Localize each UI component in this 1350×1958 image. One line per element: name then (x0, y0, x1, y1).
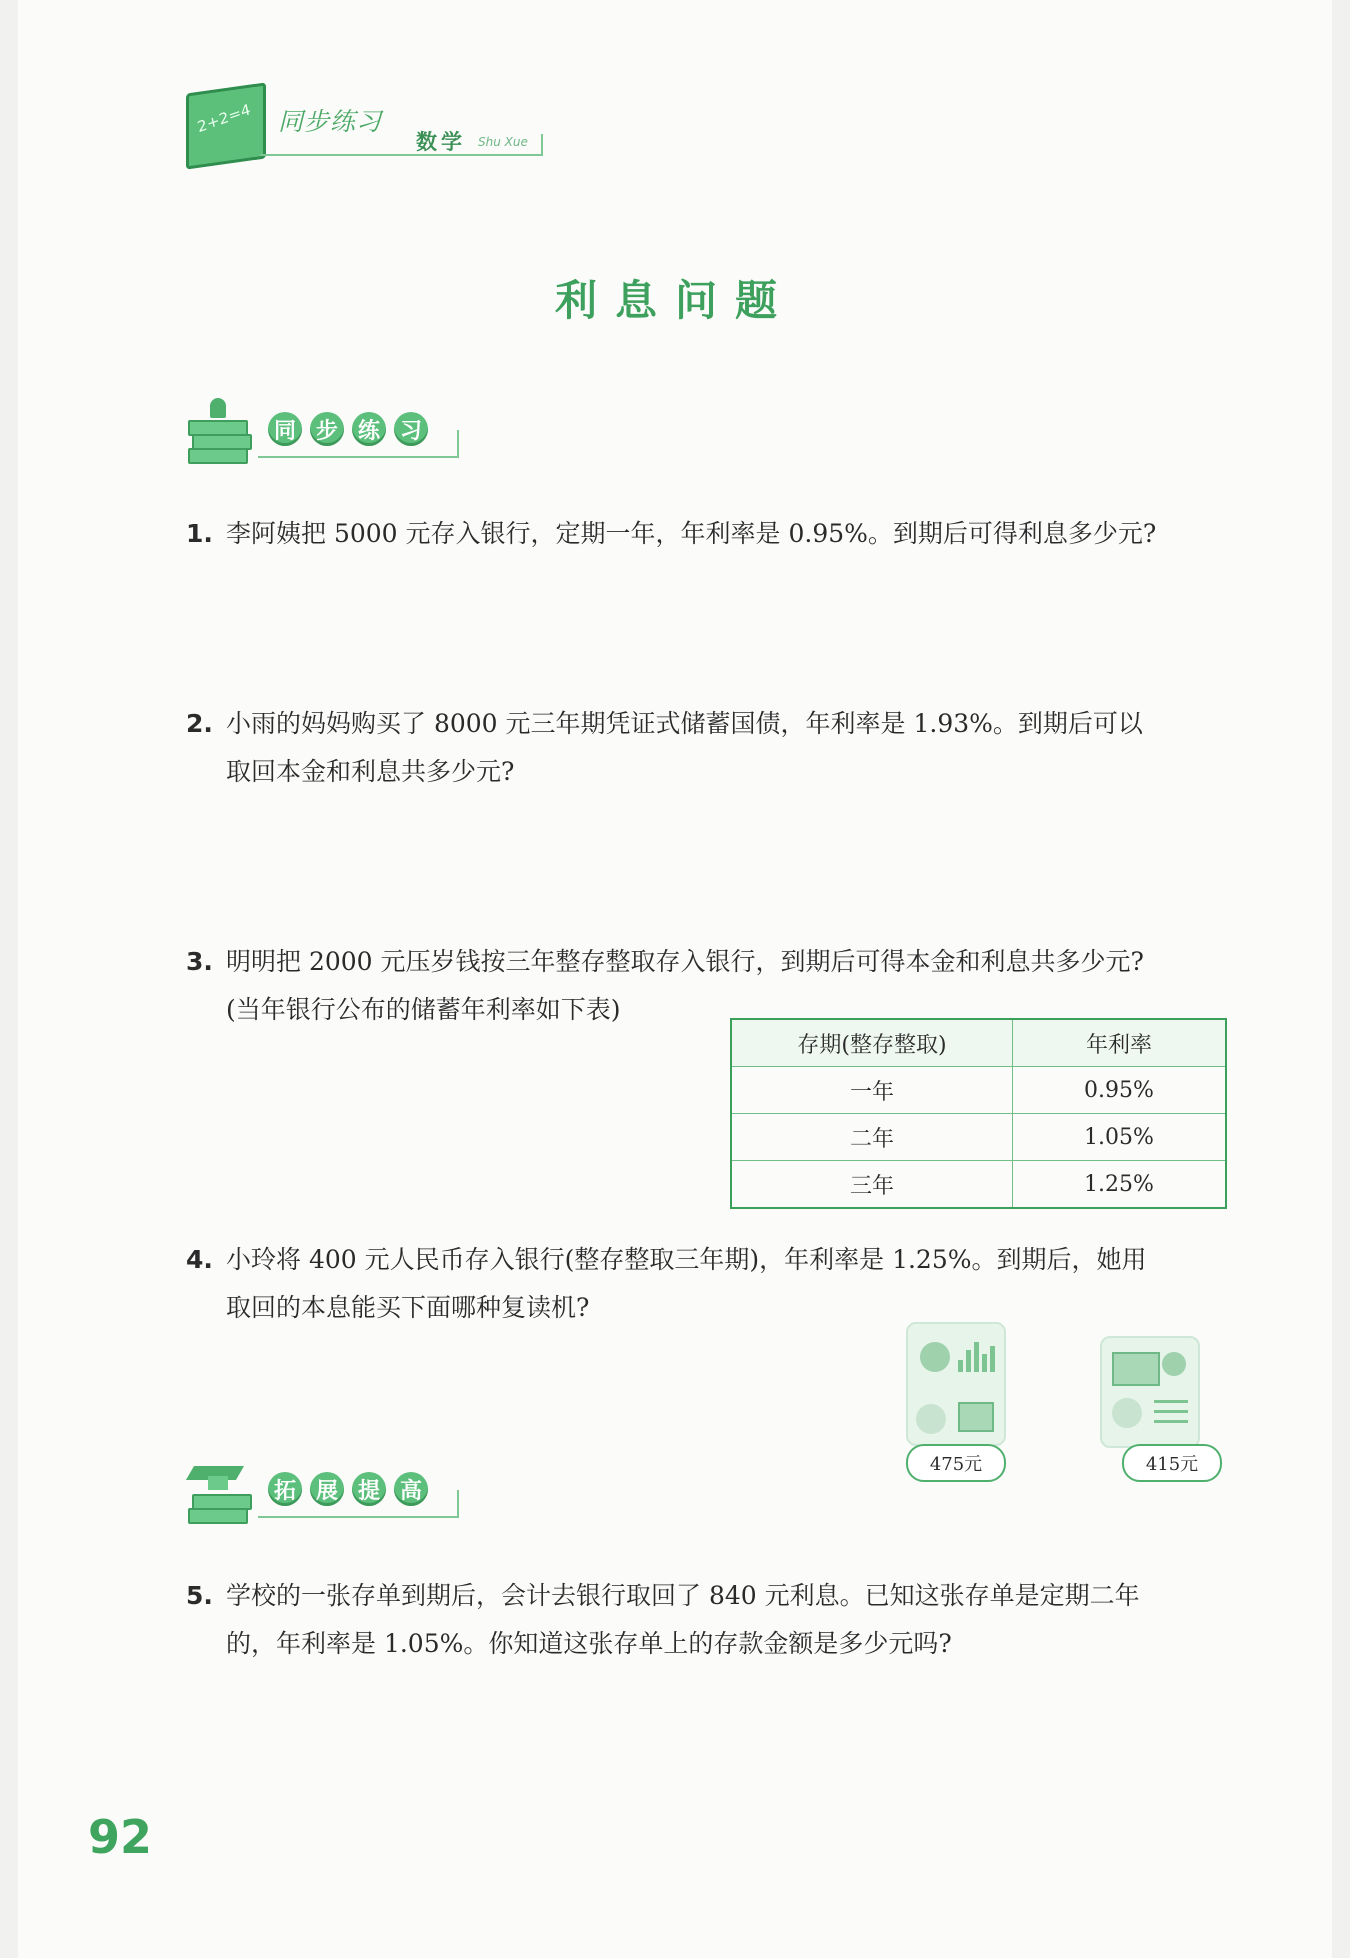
section-rule-end (457, 1490, 459, 1518)
question-text: (当年银行公布的储蓄年利率如下表) (226, 995, 621, 1024)
chalkboard-text: 2+2=4 (195, 100, 253, 137)
question-text: 取回的本息能买下面哪种复读机? (226, 1293, 590, 1322)
question-number: 1. (186, 519, 213, 548)
question-text: 学校的一张存单到期后，会计去银行取回了 840 元利息。已知这张存单是定期二年 (226, 1581, 1140, 1610)
table-cell: 0.95% (1013, 1067, 1227, 1114)
table-cell: 二年 (731, 1114, 1013, 1161)
section-badge: 同 (268, 412, 302, 446)
section-badge: 习 (394, 412, 428, 446)
question-text: 小雨的妈妈购买了 8000 元三年期凭证式储蓄国债，年利率是 1.93%。到期后可以 (226, 709, 1143, 738)
section-rule-end (457, 430, 459, 458)
subject-label: 数学 (416, 130, 466, 154)
chalkboard-icon (186, 82, 266, 169)
repeater-player-image-2 (1100, 1336, 1200, 1448)
price-tag: 475元 (906, 1444, 1006, 1482)
question-number: 4. (186, 1245, 213, 1274)
header-rule-end (541, 134, 543, 156)
question-text: 小玲将 400 元人民币存入银行(整存整取三年期)，年利率是 1.25%。到期后，她用 (226, 1245, 1147, 1274)
section-badge: 练 (352, 412, 386, 446)
question-text: 李阿姨把 5000 元存入银行，定期一年，年利率是 0.95%。到期后可得利息多少元? (226, 519, 1157, 548)
table-cell: 一年 (731, 1067, 1013, 1114)
section-badge: 展 (310, 1472, 344, 1506)
subject-pinyin: Shu Xue (478, 135, 528, 149)
section-badge: 步 (310, 412, 344, 446)
section-rule (258, 456, 458, 458)
table-row (731, 1114, 1226, 1161)
table-row (731, 1067, 1226, 1114)
book-stack-icon (186, 398, 250, 462)
question-text: 明明把 2000 元压岁钱按三年整存整取存入银行，到期后可得本金和利息共多少元? (226, 947, 1144, 976)
question-4 (186, 1236, 1226, 1332)
table-header-row (731, 1019, 1226, 1067)
table-cell: 1.05% (1013, 1114, 1227, 1161)
page-number: 92 (88, 1810, 153, 1864)
table-row (731, 1161, 1226, 1209)
graduation-cap-books-icon (186, 1458, 250, 1522)
section-badge: 高 (394, 1472, 428, 1506)
question-text: 的，年利率是 1.05%。你知道这张存单上的存款金额是多少元吗? (226, 1629, 952, 1658)
question-1 (186, 510, 1226, 558)
table-cell: 三年 (731, 1161, 1013, 1209)
question-2 (186, 700, 1226, 796)
page-title: 利息问题 (554, 276, 795, 325)
header-rule (260, 154, 542, 156)
section-badge: 提 (352, 1472, 386, 1506)
question-5 (186, 1572, 1226, 1668)
section-rule (258, 1516, 458, 1518)
table-cell: 1.25% (1013, 1161, 1227, 1209)
series-logo (186, 88, 546, 168)
table-header-cell: 年利率 (1013, 1019, 1227, 1067)
question-number: 3. (186, 947, 213, 976)
section-header-extension (186, 1458, 486, 1528)
price-tag: 415元 (1122, 1444, 1222, 1482)
interest-rate-table (730, 1018, 1227, 1209)
question-text: 取回本金和利息共多少元? (226, 757, 515, 786)
section-header-practice (186, 398, 486, 468)
question-number: 5. (186, 1581, 213, 1610)
question-number: 2. (186, 709, 213, 738)
section-badge: 拓 (268, 1472, 302, 1506)
repeater-player-image-1 (906, 1322, 1006, 1446)
table-header-cell: 存期(整存整取) (731, 1019, 1013, 1067)
series-title: 同步练习 (278, 107, 383, 136)
